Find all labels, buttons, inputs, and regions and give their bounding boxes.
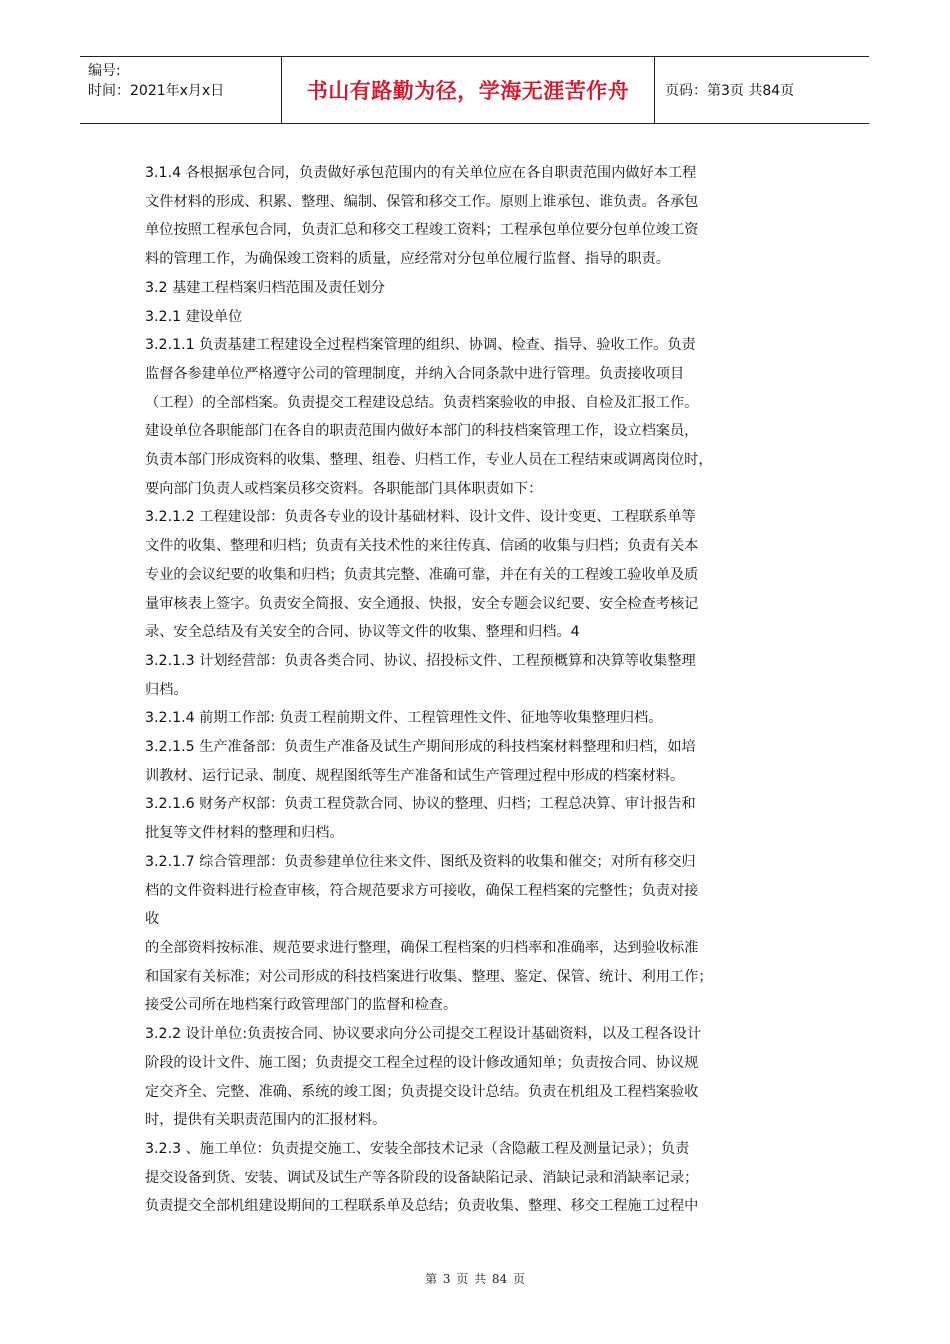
text-line: 提交设备到货、安装、调试及试生产等各阶段的设备缺陷记录、消缺记录和消缺率记录；: [145, 1169, 699, 1186]
text-line: 录、安全总结及有关安全的合同、协议等文件的收集、整理和归档。4: [145, 624, 580, 641]
page-header: [80, 56, 869, 124]
text-line: 文件材料的形成、积累、整理、编制、保管和移交工作。原则上谁承包、谁负责。各承包: [145, 193, 699, 210]
text-line: 归档。: [145, 681, 188, 698]
text-line: 收: [145, 911, 160, 928]
text-line: 3.2.3 、施工单位：负责提交施工、安装全部技术记录（含隐蔽工程及测量记录）；负责: [145, 1140, 690, 1157]
header-motto: 书山有路勤为径，学海无涯苦作舟: [282, 57, 655, 123]
text-line: 文件的收集、整理和归档；负责有关技术性的来往传真、信函的收集与归档；负责有关本: [145, 538, 699, 555]
serial-number-label: 编号:: [88, 63, 121, 79]
text-line: 料的管理工作，为确保竣工资料的质量，应经常对分包单位履行监督、指导的职责。: [145, 251, 670, 268]
text-line: 批复等文件材料的整理和归档。: [145, 825, 344, 842]
text-line: 3.2.1.4 前期工作部: 负责工程前期文件、工程管理性文件、征地等收集整理归档。: [145, 710, 663, 727]
text-line: 3.2.1.7 综合管理部：负责参建单位往来文件、图纸及资料的收集和催交；对所有移交归: [145, 853, 696, 870]
text-line: 和国家有关标准；对公司形成的科技档案进行收集、整理、鉴定、保管、统计、利用工作；: [145, 968, 713, 985]
text-line: 负责本部门形成资料的收集、整理、组卷、归档工作，专业人员在工程结束或调离岗位时，: [145, 452, 713, 469]
text-line: 时，提供有关职责范围内的汇报材料。: [145, 1112, 387, 1129]
page-footer: 第 3 页 共 84 页: [425, 1272, 525, 1286]
text-line: 3.2.1.6 财务产权部：负责工程贷款合同、协议的整理、归档；工程总决算、审计报告和: [145, 796, 696, 813]
text-line: 接受公司所在地档案行政管理部门的监督和检查。: [145, 997, 458, 1014]
text-line: 3.2.1.5 生产准备部：负责生产准备及试生产期间形成的科技档案材料整理和归档，如培: [145, 739, 696, 756]
text-line: 3.2.1.2 工程建设部：负责各专业的设计基础材料、设计文件、设计变更、工程联系单等: [145, 509, 696, 526]
text-line: 专业的会议纪要的收集和归档；负责其完整、准确可靠，并在有关的工程竣工验收单及质: [145, 566, 699, 583]
text-line: 负责提交全部机组建设期间的工程联系单及总结；负责收集、整理、移交工程施工过程中: [145, 1198, 699, 1215]
text-line: 量审核表上签字。负责安全简报、安全通报、快报，安全专题会议纪要、安全检查考核记: [145, 595, 699, 612]
text-line: 建设单位各职能部门在各自的职责范围内做好本部门的科技档案管理工作，设立档案员，: [145, 423, 699, 440]
text-line: 3.2.1 建设单位: [145, 308, 243, 325]
text-line: 档的文件资料进行检查审核，符合规范要求方可接收，确保工程档案的完整性；负责对接: [145, 882, 699, 899]
text-line: 3.2 基建工程档案归档范围及责任划分: [145, 279, 385, 296]
text-line: 3.2.1.1 负责基建工程建设全过程档案管理的组织、协调、检查、指导、验收工作。负责: [145, 337, 696, 354]
text-line: 3.2.2 设计单位:负责按合同、协议要求向分公司提交工程设计基础资料，以及工程各设计: [145, 1026, 702, 1043]
text-line: 定交齐全、完整、准确、系统的竣工图；负责提交设计总结。负责在机组及工程档案验收: [145, 1083, 699, 1100]
text-line: 训教材、运行记录、制度、规程图纸等生产准备和试生产管理过程中形成的档案材料。: [145, 767, 685, 784]
document-body: [145, 159, 815, 1221]
text-line: （工程）的全部档案。负责提交工程建设总结。负责档案验收的申报、自检及汇报工作。: [145, 394, 699, 411]
header-meta: [80, 57, 282, 123]
text-line: 3.2.1.3 计划经营部：负责各类合同、协议、招投标文件、工程预概算和决算等收集整理: [145, 652, 696, 669]
header-page-info: 页码：第3页 共84页: [665, 83, 795, 99]
text-line: 的全部资料按标准、规范要求进行整理，确保工程档案的归档率和准确率，达到验收标准: [145, 939, 699, 956]
date-line: 时间：2021年x月x日: [88, 83, 225, 99]
text-line: 3.1.4 各根据承包合同，负责做好承包范围内的有关单位应在各自职责范围内做好本工程: [145, 165, 697, 181]
text-line: 单位按照工程承包合同，负责汇总和移交工程竣工资料；工程承包单位要分包单位竣工资: [145, 222, 699, 239]
text-line: 监督各参建单位严格遵守公司的管理制度，并纳入合同条款中进行管理。负责接收项目: [145, 365, 685, 382]
text-line: 要向部门负责人或档案员移交资料。各职能部门具体职责如下：: [145, 480, 543, 497]
text-line: 阶段的设计文件、施工图；负责提交工程全过程的设计修改通知单；负责按合同、协议规: [145, 1054, 699, 1071]
